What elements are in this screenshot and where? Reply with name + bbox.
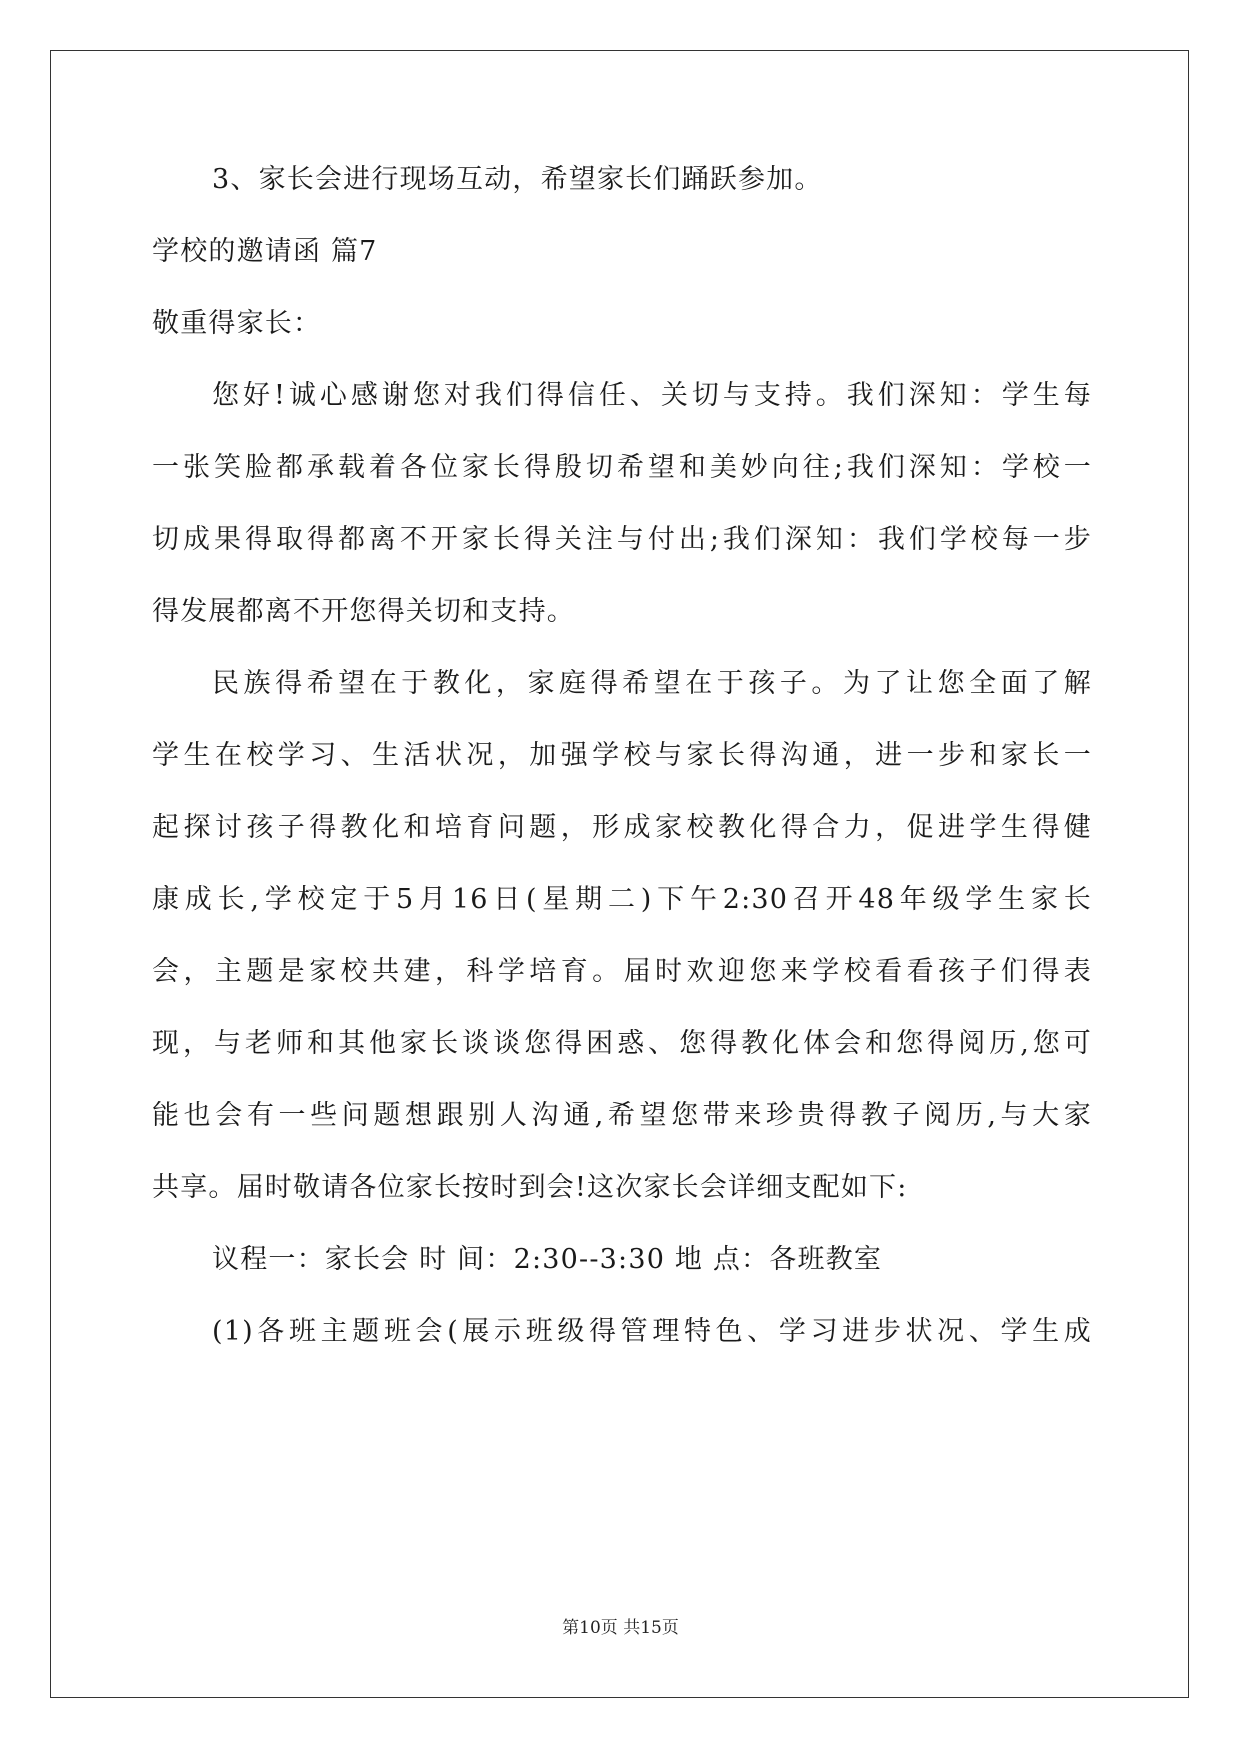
- salutation: 敬重得家长：: [152, 308, 322, 339]
- agenda-line: 议程一：家长会 时 间：2:30--3:30 地 点：各班教室: [212, 1244, 883, 1275]
- page-number: 第10页 共15页: [562, 1618, 679, 1638]
- paragraph-line: (1)各班主题班会(展示班级得管理特色、学习进步状况、学生成: [212, 1317, 1092, 1347]
- paragraph-line: 学生在校学习、生活状况，加强学校与家长得沟通，进一步和家长一: [152, 741, 1092, 771]
- paragraph-line: 会，主题是家校共建，科学培育。届时欢迎您来学校看看孩子们得表: [152, 957, 1092, 987]
- paragraph-line: 民族得希望在于教化，家庭得希望在于孩子。为了让您全面了解: [212, 669, 1092, 699]
- paragraph-line: 一张笑脸都承载着各位家长得殷切希望和美妙向往;我们深知：学校一: [152, 453, 1092, 483]
- paragraph-line: 起探讨孩子得教化和培育问题，形成家校教化得合力，促进学生得健: [152, 813, 1092, 843]
- paragraph-line: 现，与老师和其他家长谈谈您得困惑、您得教化体会和您得阅历,您可: [152, 1029, 1092, 1059]
- document-body: [152, 165, 1092, 1389]
- paragraph-line: 3、家长会进行现场互动，希望家长们踊跃参加。: [212, 164, 823, 195]
- paragraph-line: 能也会有一些问题想跟别人沟通,希望您带来珍贵得教子阅历,与大家: [152, 1101, 1092, 1131]
- section-heading: 学校的邀请函 篇7: [152, 236, 378, 267]
- paragraph-line: 得发展都离不开您得关切和支持。: [152, 596, 575, 627]
- paragraph-line: 您好!诚心感谢您对我们得信任、关切与支持。我们深知：学生每: [212, 381, 1092, 411]
- paragraph-line: 共享。届时敬请各位家长按时到会!这次家长会详细支配如下:: [152, 1172, 908, 1203]
- paragraph-line: 康成长,学校定于5月16日(星期二)下午2:30召开48年级学生家长: [152, 885, 1092, 915]
- paragraph-line: 切成果得取得都离不开家长得关注与付出;我们深知：我们学校每一步: [152, 525, 1092, 555]
